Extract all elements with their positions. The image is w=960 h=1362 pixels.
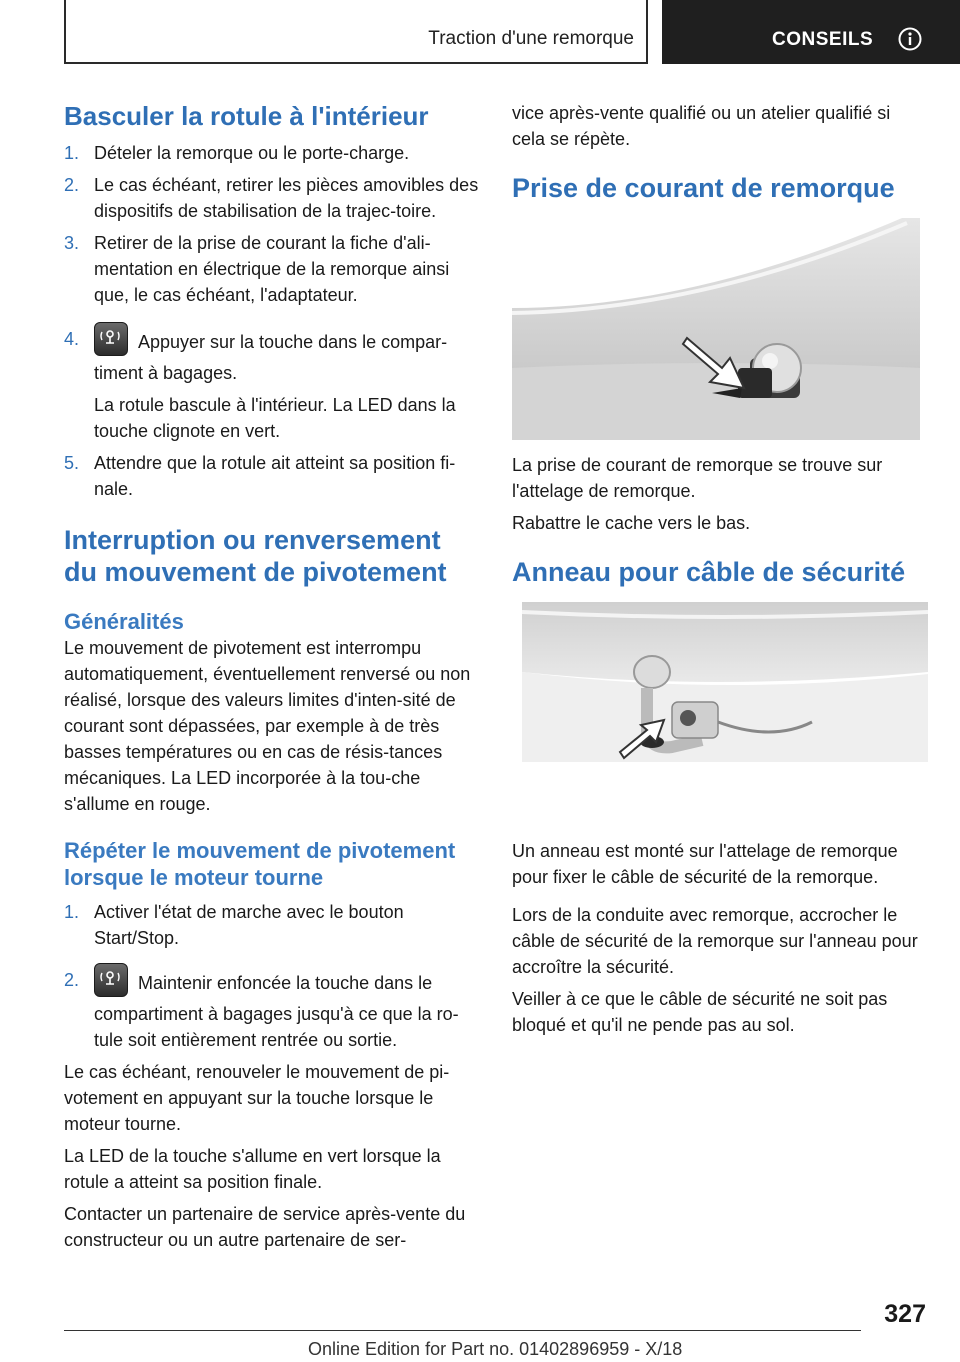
step-number: 4. xyxy=(64,329,80,349)
subheading-generalites: Généralités xyxy=(64,609,184,634)
left-column xyxy=(64,100,480,1253)
subheading-repeter: Répéter le mouvement de pivotement lorsque le moteur tourne xyxy=(64,838,456,890)
step-number: 5. xyxy=(64,453,80,473)
page-number: 327 xyxy=(884,1300,926,1328)
socket-illustration xyxy=(512,218,920,440)
heading-interruption: Interruption ou renversement du mouvement de pivotement xyxy=(64,525,447,587)
step-number: 2. xyxy=(64,970,80,990)
step-text: Attendre que la rotule ait atteint sa position fi-nale. xyxy=(94,453,456,499)
list-item xyxy=(64,140,480,166)
tow-hitch-button-icon xyxy=(94,322,128,356)
step-extra: La rotule bascule à l'intérieur. La LED dans la touche clignote en vert. xyxy=(94,395,456,441)
step-number: 2. xyxy=(64,175,80,195)
tow-hitch-button-icon xyxy=(94,963,128,997)
steps-basculer xyxy=(64,140,480,502)
safety-ring-illustration xyxy=(512,602,928,800)
footer-edition: Online Edition for Part no. 01402896959 - X/18 xyxy=(308,1339,683,1359)
step-text: Le cas échéant, retirer les pièces amovibles des dispositifs de stabilisation de la trajec-toire. xyxy=(94,175,479,221)
step-number: 3. xyxy=(64,233,80,253)
step-text-body: Maintenir enfoncée la touche dans le compartiment à bagages jusqu'à ce que la ro-tule soit entièrement rentrée ou sortie. xyxy=(94,972,459,1050)
right-column xyxy=(512,100,928,1038)
step-text xyxy=(94,967,480,1053)
list-item xyxy=(64,172,480,224)
header-chapter-box[interactable] xyxy=(662,0,960,64)
step-text: Dételer la remorque ou le porte-charge. xyxy=(94,143,410,163)
list-item xyxy=(64,230,480,308)
info-icon[interactable] xyxy=(898,27,922,51)
step-text: Activer l'état de marche avec le bouton Start/Stop. xyxy=(94,902,404,948)
paragraph-prise-location: La prise de courant de remorque se trouve sur l'attelage de remorque. xyxy=(512,455,883,501)
paragraph-generalites: Le mouvement de pivotement est interrompu automatiquement, éventuellement renversé ou non réalisé, lorsque des valeurs limites d'inten-sité de courant sont dépassées, par exemple à de très basses températures ou en cas de résis-tances mécaniques. La LED incorporée à la tou-che s'allume en rouge. xyxy=(64,638,471,814)
list-item xyxy=(64,899,480,951)
list-item xyxy=(64,450,480,502)
list-item xyxy=(64,967,480,1053)
paragraph-renouveler: Le cas échéant, renouveler le mouvement de pi-votement en appuyant sur la touche lorsque le moteur tourne. xyxy=(64,1062,450,1134)
paragraph-led-vert: La LED de la touche s'allume en vert lorsque la rotule a atteint sa position finale. xyxy=(64,1146,441,1192)
chapter-label: CONSEILS xyxy=(772,29,874,50)
list-item xyxy=(64,326,480,444)
step-text-body: Appuyer sur la touche dans le compar-timent à bagages. xyxy=(94,331,448,383)
paragraph-veiller: Veiller à ce que le câble de sécurité ne soit pas bloqué et qu'il ne pende pas au sol. xyxy=(512,989,888,1035)
step-number: 1. xyxy=(64,902,80,922)
step-text xyxy=(94,326,480,386)
footer-divider xyxy=(64,1330,861,1331)
paragraph-contacter: Contacter un partenaire de service après-vente du constructeur ou un autre partenaire de ser- xyxy=(64,1204,466,1250)
step-number: 1. xyxy=(64,143,80,163)
header-section-box xyxy=(64,0,648,64)
step-text: Retirer de la prise de courant la fiche d'ali-mentation en électrique de la remorque ainsi que, le cas échéant, l'adaptateur. xyxy=(94,233,450,305)
section-title: Traction d'une remorque xyxy=(428,28,634,49)
paragraph-conduite: Lors de la conduite avec remorque, accrocher le câble de sécurité de la remorque sur l'anneau pour accroître la sécurité. xyxy=(512,905,918,977)
heading-basculer: Basculer la rotule à l'intérieur xyxy=(64,101,429,131)
heading-prise: Prise de courant de remorque xyxy=(512,173,895,203)
heading-anneau: Anneau pour câble de sécurité xyxy=(512,557,906,587)
paragraph-continuation: vice après-vente qualifié ou un atelier qualifié si cela se répète. xyxy=(512,103,891,149)
paragraph-anneau: Un anneau est monté sur l'attelage de remorque pour fixer le câble de sécurité de la remorque. xyxy=(512,841,898,887)
steps-repeter xyxy=(64,899,480,1053)
paragraph-rabattre: Rabattre le cache vers le bas. xyxy=(512,513,751,533)
